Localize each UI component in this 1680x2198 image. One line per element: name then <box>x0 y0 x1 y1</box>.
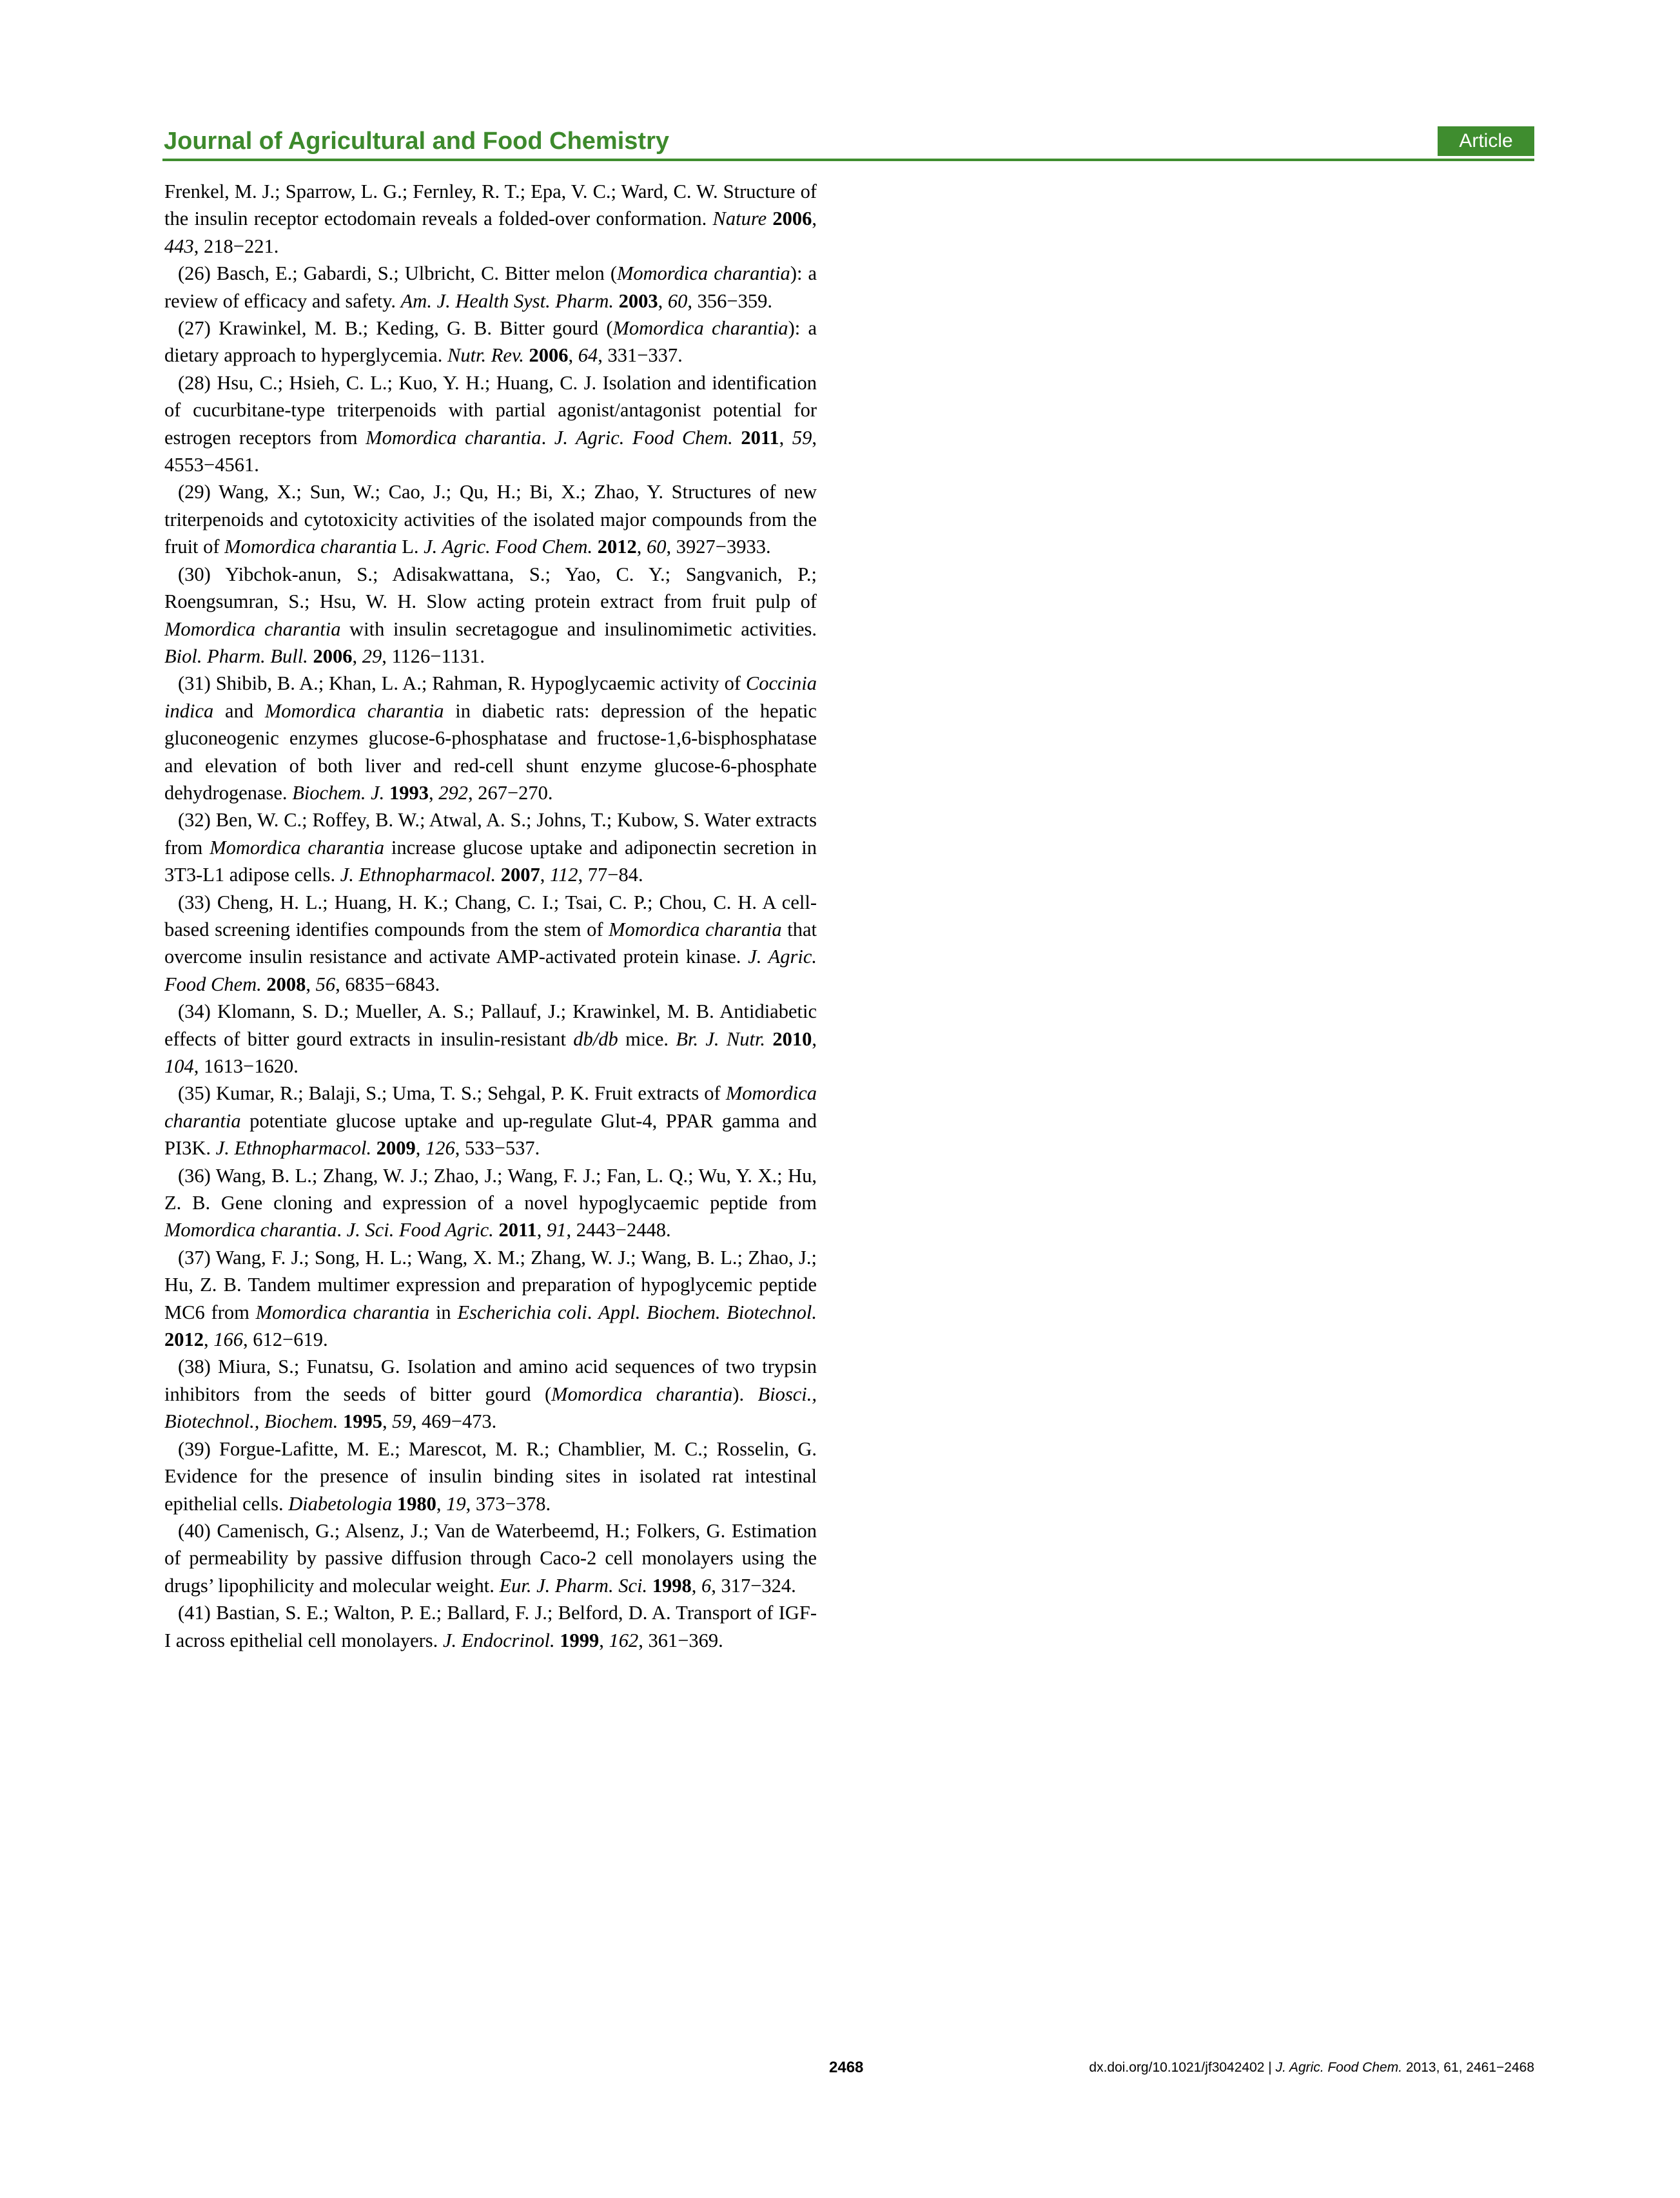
reference-italic-text: Momordica charantia <box>164 1219 337 1241</box>
reference-year: 2003 <box>618 289 658 312</box>
reference-text: Wang, F. J.; Song, H. L.; Wang, X. M.; Zhang, W. J.; Wang, B. L.; Zhao, J.; Hu, Z. B. Tandem multimer expression and preparation of hypoglycemic peptide MC6 from <box>164 1246 817 1323</box>
reference-text: , <box>415 1137 425 1160</box>
reference-text <box>338 1410 343 1432</box>
footer-citation <box>1089 2060 1534 2076</box>
reference-text: Bastian, S. E.; Walton, P. E.; Ballard, F. J.; Belford, D. A. Transport of IGF-I across epithelial cell monolayers. <box>164 1602 817 1651</box>
reference-text: increase glucose uptake and adiponectin secretion in 3T3-L1 adipose cells. <box>164 836 817 886</box>
reference-italic-text: Momordica charantia <box>609 918 782 940</box>
reference-text: Wang, X.; Sun, W.; Cao, J.; Qu, H.; Bi, X.; Zhao, Y. Structures of new triterpenoids and cytotoxicity activities of the isolated major compounds from the fruit of <box>164 481 817 558</box>
reference-italic-text: Momordica charantia <box>264 699 444 722</box>
reference-italic-text: Coccinia indica <box>164 672 817 722</box>
reference-number: (35) <box>178 1082 211 1105</box>
reference-text: Camenisch, G.; Alsenz, J.; Van de Waterbeemd, H.; Folkers, G. Estimation of permeability by passive diffusion through Caco-2 cell monolayers using the drugs’ lipophilicity and molecular weight. <box>164 1519 817 1597</box>
reference-number: (36) <box>178 1164 211 1187</box>
reference-entry <box>164 1435 817 1517</box>
reference-year: 2011 <box>741 426 779 449</box>
reference-text: , 218−221. <box>193 235 279 257</box>
reference-year: 2006 <box>313 645 353 667</box>
reference-text: , 3927−3933. <box>666 536 771 558</box>
reference-entry <box>164 670 817 806</box>
reference-year: 2012 <box>164 1328 204 1351</box>
reference-italic-text: Br. J. Nutr. <box>676 1027 766 1050</box>
page-number: 2468 <box>829 2059 864 2076</box>
reference-list <box>164 178 817 1654</box>
reference-year: 2007 <box>500 864 540 886</box>
reference-text: , <box>382 1410 393 1433</box>
reference-text: , 373−378. <box>465 1492 551 1515</box>
reference-entry <box>164 1353 817 1435</box>
reference-number: (28) <box>178 371 211 394</box>
reference-italic-text: Momordica charantia <box>366 426 542 449</box>
reference-text: , <box>779 426 792 449</box>
reference-year: 2010 <box>772 1027 812 1050</box>
reference-entry <box>164 315 817 369</box>
reference-italic-text: Eur. J. Pharm. Sci. <box>499 1574 648 1597</box>
reference-number: (41) <box>178 1602 211 1624</box>
reference-text: , <box>436 1492 447 1515</box>
reference-text: ). <box>732 1383 758 1405</box>
reference-text: , 317−324. <box>711 1574 796 1597</box>
reference-text: , <box>658 289 668 312</box>
reference-text: L. <box>396 536 424 558</box>
reference-text: , <box>540 864 551 886</box>
reference-text: . <box>541 426 554 449</box>
reference-number: (27) <box>178 317 211 340</box>
reference-italic-text: Momordica charantia <box>224 536 397 558</box>
reference-text: Klomann, S. D.; Mueller, A. S.; Pallauf, J.; Krawinkel, M. B. Antidiabetic effects of bitter gourd extracts in insulin-resistant <box>164 1000 817 1050</box>
reference-entry <box>164 1080 817 1162</box>
reference-italic-text: 6 <box>701 1574 712 1597</box>
reference-entry <box>164 178 817 260</box>
reference-text: , <box>812 208 817 230</box>
reference-italic-text: Momordica charantia <box>612 317 788 340</box>
reference-italic-text: 64 <box>578 344 598 367</box>
reference-entry <box>164 369 817 479</box>
reference-text: . <box>337 1219 347 1241</box>
reference-number: (34) <box>178 1000 211 1023</box>
reference-italic-text: 59 <box>792 426 812 449</box>
reference-italic-text: 162 <box>609 1629 639 1651</box>
reference-entry <box>164 806 817 888</box>
reference-italic-text: Momordica charantia <box>164 1082 817 1132</box>
reference-number: (31) <box>178 672 211 695</box>
reference-text: , <box>352 645 362 667</box>
reference-text: , 469−473. <box>411 1410 497 1433</box>
reference-text <box>767 208 772 229</box>
reference-year: 1995 <box>342 1410 382 1433</box>
reference-text: with insulin secretagogue and insulinomimetic activities. <box>340 618 817 640</box>
reference-italic-text: J. Sci. Food Agric. <box>346 1219 494 1241</box>
reference-number: (38) <box>178 1356 211 1378</box>
footer-volume-pages: 2013, 61, 2461−2468 <box>1402 2060 1534 2075</box>
reference-entry <box>164 1244 817 1354</box>
reference-text: , <box>636 536 647 558</box>
reference-text: , <box>812 1027 817 1050</box>
reference-text: and <box>213 699 265 722</box>
reference-italic-text: Appl. Biochem. Biotechnol. <box>598 1301 817 1323</box>
reference-italic-text: Momordica charantia <box>164 618 341 640</box>
reference-entry <box>164 1599 817 1654</box>
reference-italic-text: db/db <box>573 1027 618 1050</box>
reference-text: , 1613−1620. <box>193 1055 298 1077</box>
reference-italic-text: 60 <box>647 536 667 558</box>
reference-entry <box>164 561 817 670</box>
reference-text: , 267−270. <box>467 781 553 804</box>
reference-italic-text: 126 <box>425 1137 455 1160</box>
reference-text: , 77−84. <box>578 864 643 886</box>
reference-italic-text: 19 <box>446 1492 466 1515</box>
reference-text: Frenkel, M. J.; Sparrow, L. G.; Fernley, R. T.; Epa, V. C.; Ward, C. W. Structure of the insulin receptor ectodomain reveals a folded-over conformation. <box>164 180 817 230</box>
reference-italic-text: J. Ethnopharmacol. <box>340 864 496 886</box>
reference-text: Hsu, C.; Hsieh, C. L.; Kuo, Y. H.; Huang, C. J. Isolation and identification of cucurbitane-type triterpenoids with partial agonist/antagonist potential for estrogen receptors from <box>164 371 817 449</box>
reference-year: 1998 <box>652 1574 692 1597</box>
reference-text: , <box>536 1219 547 1241</box>
reference-text: , <box>306 973 316 995</box>
reference-text <box>647 1575 652 1597</box>
reference-italic-text: J. Endocrinol. <box>442 1629 555 1651</box>
reference-year: 1993 <box>389 781 429 804</box>
reference-italic-text: 60 <box>667 289 688 312</box>
reference-text: Ben, W. C.; Roffey, B. W.; Atwal, A. S.; Johns, T.; Kubow, S. Water extracts from <box>164 809 817 859</box>
reference-text: , <box>691 1574 701 1597</box>
reference-text: , <box>568 344 578 367</box>
reference-entry <box>164 998 817 1080</box>
reference-entry <box>164 1162 817 1244</box>
reference-text: , 4553−4561. <box>164 426 817 476</box>
reference-italic-text: 166 <box>213 1328 243 1351</box>
doi-link[interactable]: dx.doi.org/10.1021/jf3042402 <box>1089 2060 1265 2075</box>
page-header <box>162 126 1534 161</box>
reference-text: . <box>587 1301 599 1323</box>
reference-italic-text: Momordica charantia <box>210 836 384 859</box>
reference-italic-text: J. Agric. Food Chem. <box>164 946 817 995</box>
reference-number: (40) <box>178 1519 211 1542</box>
reference-number: (29) <box>178 481 211 503</box>
reference-text: , 1126−1131. <box>382 645 485 667</box>
reference-text <box>614 290 619 312</box>
reference-text: , 356−359. <box>687 289 772 312</box>
reference-italic-text: Escherichia coli <box>457 1301 587 1323</box>
reference-year: 1999 <box>560 1629 600 1651</box>
reference-italic-text: 443 <box>164 235 194 257</box>
reference-italic-text: 91 <box>547 1219 567 1241</box>
reference-entry <box>164 478 817 560</box>
reference-italic-text: J. Agric. Food Chem. <box>424 536 593 558</box>
article-badge: Article <box>1438 126 1534 156</box>
journal-title: Journal of Agricultural and Food Chemistry <box>164 128 669 155</box>
reference-text: Wang, B. L.; Zhang, W. J.; Zhao, J.; Wang, F. J.; Fan, L. Q.; Wu, Y. X.; Hu, Z. B. Gene cloning and expression of a novel hypoglycaemic peptide from <box>164 1164 817 1214</box>
reference-year: 2009 <box>376 1137 416 1160</box>
reference-year: 2006 <box>772 208 812 230</box>
reference-number: (30) <box>178 563 211 585</box>
reference-italic-text: Biosci., Biotechnol., Biochem. <box>164 1383 817 1433</box>
reference-text <box>496 864 501 886</box>
reference-text: Cheng, H. L.; Huang, H. K.; Chang, C. I.; Tsai, C. P.; Chou, C. H. A cell-based screening identifies compounds from the stem of <box>164 891 817 940</box>
reference-text <box>733 427 741 449</box>
reference-italic-text: 112 <box>550 864 578 886</box>
reference-text <box>765 1028 772 1050</box>
reference-text: Kumar, R.; Balaji, S.; Uma, T. S.; Sehgal, P. K. Fruit extracts of <box>215 1082 726 1105</box>
reference-year: 1980 <box>396 1492 436 1515</box>
reference-number: (33) <box>178 891 211 913</box>
reference-italic-text: 59 <box>392 1410 412 1433</box>
reference-italic-text: Biol. Pharm. Bull. <box>164 645 308 667</box>
reference-text: , <box>204 1328 214 1351</box>
reference-text: , 612−619. <box>243 1328 328 1351</box>
reference-text <box>392 1493 397 1515</box>
reference-text: in <box>429 1301 458 1323</box>
reference-text: Yibchok-anun, S.; Adisakwattana, S.; Yao, C. Y.; Sangvanich, P.; Roengsumran, S.; Hsu, W. H. Slow acting protein extract from fruit pulp of <box>164 563 817 613</box>
reference-text: , <box>599 1629 609 1651</box>
reference-text: ): a review of efficacy and safety. <box>164 262 817 312</box>
reference-italic-text: Biochem. J. <box>292 781 385 804</box>
reference-number: (37) <box>178 1246 211 1269</box>
reference-italic-text: Momordica charantia <box>255 1301 430 1323</box>
reference-number: (39) <box>178 1437 211 1460</box>
reference-text: mice. <box>618 1027 676 1050</box>
reference-text: , 6835−6843. <box>335 973 440 995</box>
reference-text <box>371 1137 376 1159</box>
reference-text <box>384 782 389 804</box>
reference-year: 2011 <box>498 1219 537 1241</box>
reference-italic-text: Momordica charantia <box>616 262 790 285</box>
reference-italic-text: 104 <box>164 1055 194 1077</box>
reference-year: 2012 <box>597 536 637 558</box>
reference-text: potentiate glucose uptake and up-regulate Glut-4, PPAR gamma and PI3K. <box>164 1109 817 1160</box>
reference-text: , 361−369. <box>638 1629 723 1651</box>
reference-text: ): a dietary approach to hyperglycemia. <box>164 317 817 367</box>
reference-entry <box>164 260 817 315</box>
reference-text: Miura, S.; Funatsu, G. Isolation and amino acid sequences of two trypsin inhibitors from the seeds of bitter gourd ( <box>164 1356 817 1405</box>
footer-journal-abbrev: J. Agric. Food Chem. <box>1275 2060 1403 2075</box>
reference-year: 2008 <box>266 973 306 995</box>
reference-text: , 331−337. <box>598 344 683 367</box>
reference-italic-text: J. Ethnopharmacol. <box>215 1137 372 1160</box>
reference-italic-text: 56 <box>315 973 336 995</box>
reference-text: that overcome insulin resistance and activate AMP-activated protein kinase. <box>164 918 817 968</box>
reference-italic-text: Am. J. Health Syst. Pharm. <box>400 289 614 312</box>
reference-text: in diabetic rats: depression of the hepatic gluconeogenic enzymes glucose-6-phosphatase and fructose-1,6-bisphosphatase and elevation of both liver and red-cell shunt enzyme glucose-6-phosphate dehydrogenase. <box>164 699 817 804</box>
reference-text: Krawinkel, M. B.; Keding, G. B. Bitter gourd ( <box>219 317 613 340</box>
reference-entry <box>164 889 817 998</box>
reference-text <box>592 536 598 558</box>
reference-number: (32) <box>178 809 211 832</box>
reference-text: Shibib, B. A.; Khan, L. A.; Rahman, R. Hypoglycaemic activity of <box>215 672 746 695</box>
reference-italic-text: 29 <box>362 645 382 667</box>
reference-italic-text: Nutr. Rev. <box>447 344 524 367</box>
reference-year: 2006 <box>529 344 569 367</box>
reference-italic-text: 292 <box>438 781 468 804</box>
reference-italic-text: Diabetologia <box>288 1492 393 1515</box>
reference-italic-text: Momordica charantia <box>551 1383 733 1405</box>
reference-text: Forgue-Lafitte, M. E.; Marescot, M. R.; Chamblier, M. C.; Rosselin, G. Evidence for the presence of insulin binding sites in isolated rat intestinal epithelial cells. <box>164 1437 817 1515</box>
reference-text: , 533−537. <box>454 1137 540 1160</box>
reference-number: (26) <box>178 262 211 285</box>
reference-text: Basch, E.; Gabardi, S.; Ulbricht, C. Bitter melon ( <box>216 262 617 285</box>
reference-italic-text: J. Agric. Food Chem. <box>554 426 733 449</box>
reference-italic-text: Nature <box>712 208 767 230</box>
reference-text: , <box>428 781 439 804</box>
footer-separator: | <box>1264 2060 1276 2075</box>
reference-text: , 2443−2448. <box>566 1219 671 1241</box>
reference-entry <box>164 1517 817 1599</box>
